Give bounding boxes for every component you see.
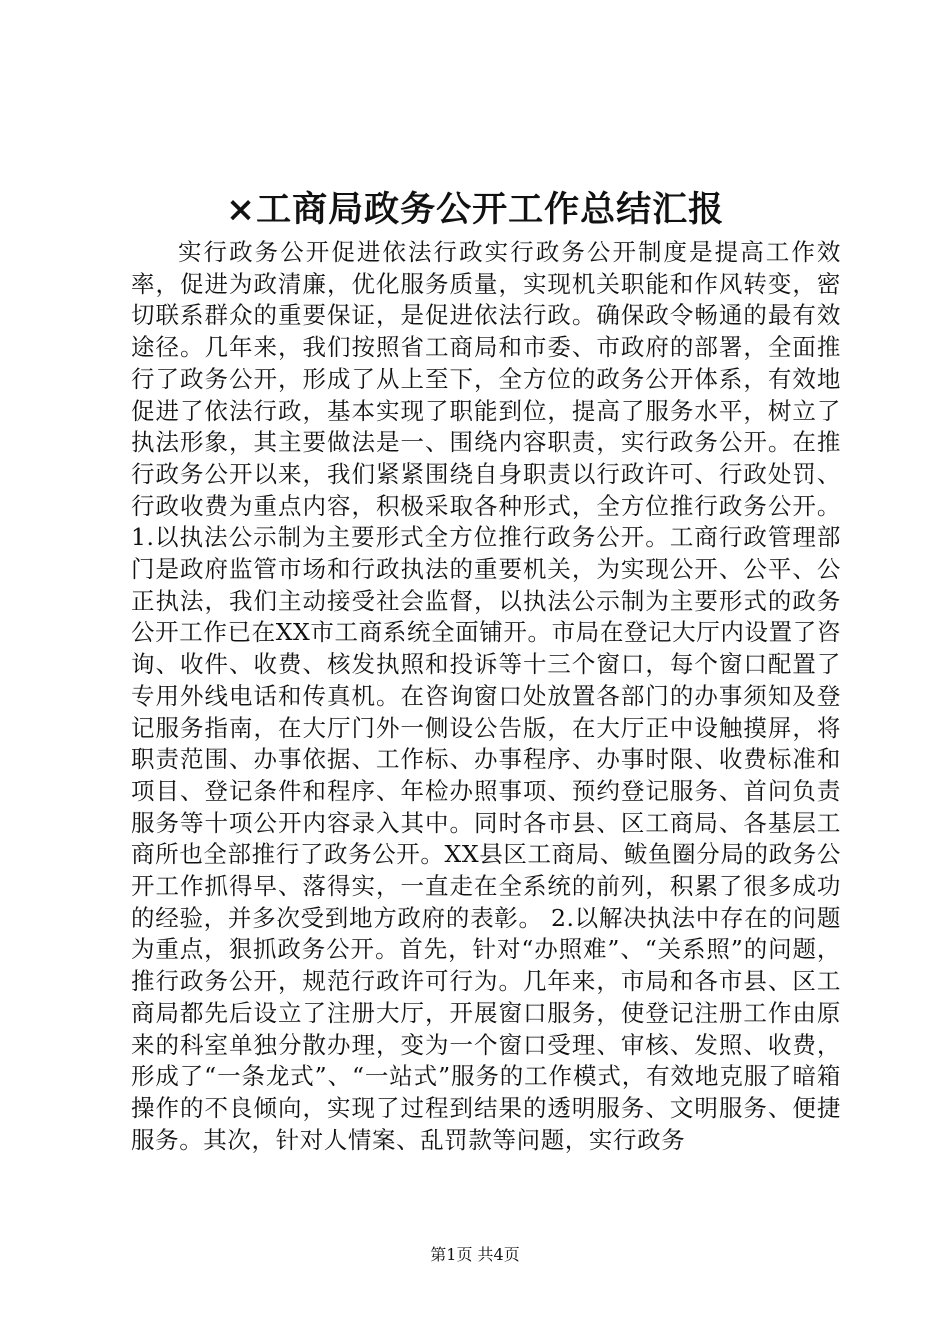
document-body: 实行政务公开促进依法行政实行政务公开制度是提高工作效率，促进为政清廉，优化服务质量，实现机关职能和作风转变，密切联系群众的重要保证，是促进依法行政。确保政令畅通的最有效途径。几年来，我们按照省工商局和市委、市政府的部署，全面推行了政务公开，形成了从上至下，全方位的政务公开体系，有效地促进了依法行政，基本实现了职能到位，提高了服务水平，树立了执法形象，其主要做法是一、围绕内容职责，实行政务公开。在推行政务公开以来，我们紧紧围绕自身职责以行政许可、行政处罚、行政收费为重点内容，积极采取各种形式，全方位推行政务公开。 1.以执法公示制为主要形式全方位推行政务公开。工商行政管理部门是政府监管市场和行政执法的重要机关，为实现公开、公平、公正执法，我们主动接受社会监督，以执法公示制为主要形式的政务公开工作已在XX市工商系统全面铺开。市局在登记大厅内设置了咨询、收件、收费、核发执照和投诉等十三个窗口，每个窗口配置了专用外线电话和传真机。在咨询窗口处放置各部门的办事须知及登记服务指南，在大厅门外一侧设公告版，在大厅正中设触摸屏，将职责范围、办事依据、工作标、办事程序、办事时限、收费标准和项目、登记条件和程序、年检办照事项、预约登记服务、首问负责服务等十项公开内容录入其中。同时各市县、区工商局、各基层工商所也全部推行了政务公开。XX县区工商局、鲅鱼圈分局的政务公开工作抓得早、落得实，一直走在全系统的前列，积累了很多成功的经验，并多次受到地方政府的表彰。 2.以解决执法中存在的问题为重点，狠抓政务公开。首先，针对“办照难”、“关系照”的问题，推行政务公开，规范行政许可行为。几年来，市局和各市县、区工商局都先后设立了注册大厅，开展窗口服务，使登记注册工作由原来的科室单独分散办理，变为一个窗口受理、审核、发照、收费，形成了“一条龙式”、“一站式”服务的工作模式，有效地克服了暗箱操作的不良倾向，实现了过程到结果的透明服务、文明服务、便捷服务。其次，针对人情案、乱罚款等问题，实行政务 bbox=[131, 238, 841, 1154]
document-title: ×工商局政务公开工作总结汇报 bbox=[225, 189, 725, 230]
page-footer: 第1页 共4页 bbox=[430, 1245, 520, 1264]
